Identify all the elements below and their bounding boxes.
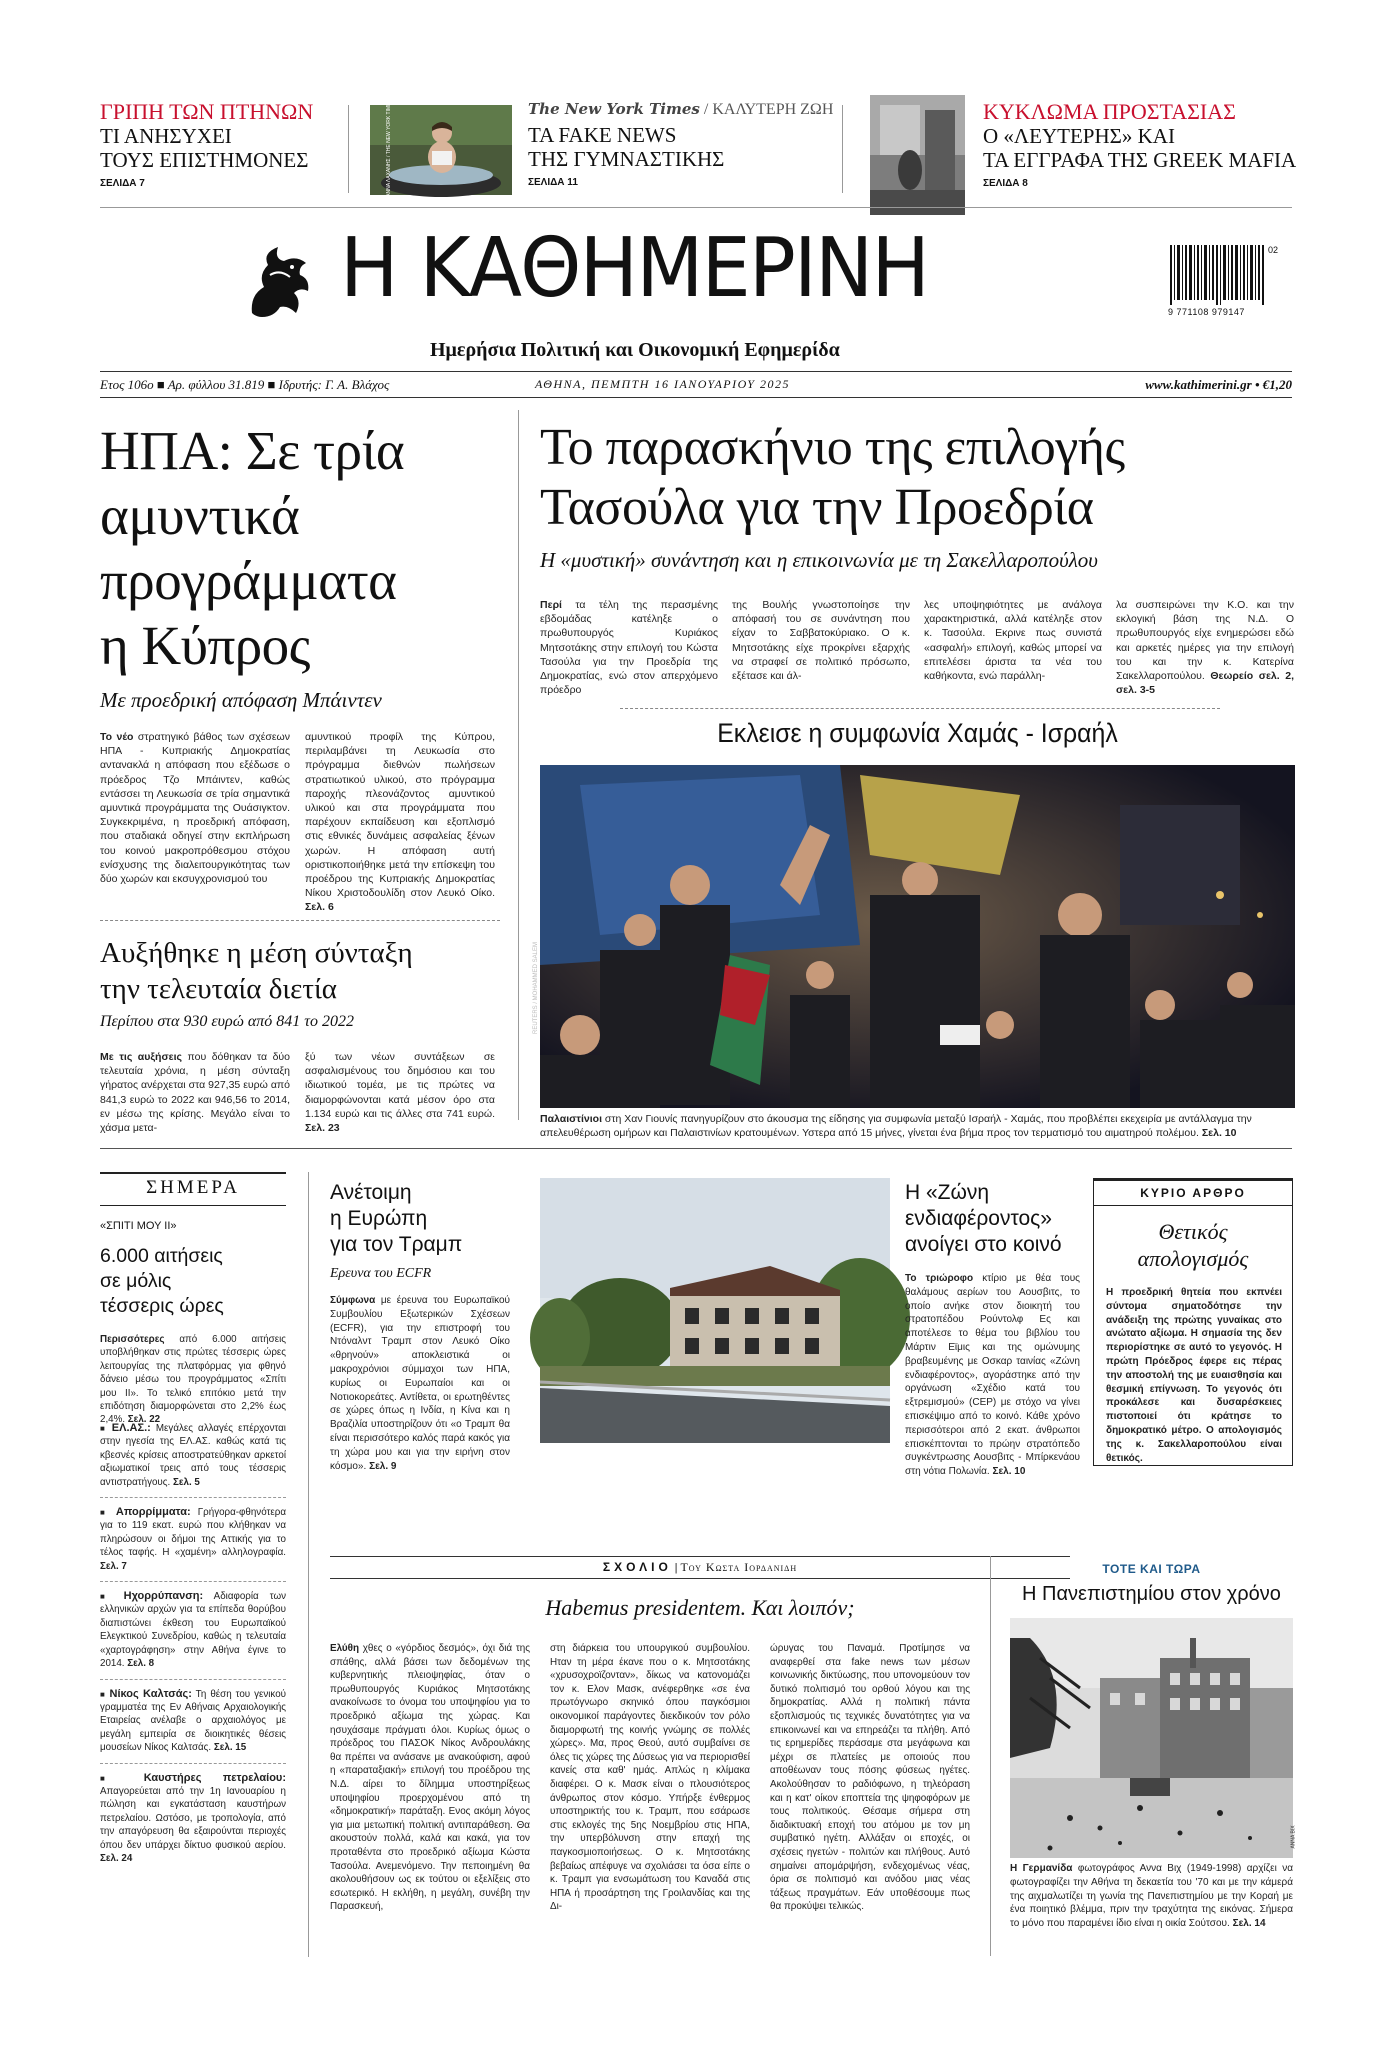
headline-line: αμυντικά [100,485,300,546]
page-ref: Σελ. 9 [369,1460,397,1472]
divider [518,410,519,1120]
divider [620,708,1220,709]
lead-right-article[interactable] [540,418,1295,573]
bullet-icon: ■ [100,1689,110,1699]
lead-left-col2 [305,730,495,915]
headline-line: απολογισμός [1137,1246,1249,1271]
body-text: στη διάρκεια του υπουργικού συμβουλίου. Ηταν τη μέρα έκανε που ο κ. Μητσοτάκης «χρυσοχροϊζονταν», δίκως να κατονομάζει τον κ. Ελον Μασκ, ανέφερθηκε «σε ένα πρωτόγνωρο σκηνικό όπου παγκόσμιοι οικονομικοί παράγοντες διεκδικούν τον ρόλο διαμορφωτή της κοινής γνώμης σε πολλές χώρες». Μα, προς Θεού, αυτό συμβαίνει σε όλες τις χώρες της Δύσεως για να περιορισθεί κανείς στα καθ' ημάς. Απλώς η κλίμακα διαφέρει. Ο κ. Μασκ είναι ο πλουσιότερος άνθρωπος στον κόσμο. Υπήρξε ένθερμος υποστηρικτής του κ. Τραμπ, που εσάρωσε στις εκλογές της 5ης Νοεμβρίου στις ΗΠΑ, την υπερβόλυνση στην επαχή της παγκοσμιοποιήσεως. Ο κ. Μητσοτάκης βεβαίως απέφυγε να σχολιάσει τα όσα είπε ο κ. Τραμπ για ενσωμάτωση του Καναδά στις ΗΠΑ ή προσάρτηση της Γροιλανδίας και της Δι- [550,1643,750,1913]
lead-word: Ελύθη [330,1643,360,1654]
body-text: από 6.000 αιτήσεις υποβλήθηκαν στις πρώτες τέσσερις ώρες λειτουργίας της πλατφόρμας για φθηνό δάνειο μέσω του προγράμματος «Σπίτι μου ΙΙ». Το τελικό επιτόκιο μετά την επιδότηση διαμορφώνεται στο 2,2% έως 2,4%. [100,1334,286,1426]
masthead-subtitle: Ημερήσια Πολιτική και Οικονομική Εφημερίδα [430,339,840,361]
comment-title: Habemus presidentem. Και λοιπόν; [545,1595,855,1620]
masthead-rule [100,371,1292,372]
cctv-illustration [870,95,965,215]
today-item[interactable] [100,1772,286,1866]
page-ref: Σελ. 7 [100,1560,127,1572]
teaser-title-line: ΤΗΣ ΓΥΜΝΑΣΤΙΚΗΣ [528,147,725,171]
today-headline [100,1244,286,1319]
page-ref: Σελ. 8 [127,1658,155,1670]
teaser-section: / ΚΑΛΥΤΕΡΗ ΖΩΗ [703,101,834,118]
lead-right-headline [540,418,1295,538]
gaza-photo[interactable] [533,765,1295,1108]
headline-line: σε μόλις [100,1270,172,1292]
pension-col1 [100,1050,290,1135]
page-ref: Σελ. 10 [992,1466,1026,1478]
teaser-bird-flu[interactable] [100,100,320,189]
teaser-kicker: ΓΡΙΠΗ ΤΩΝ ΠΤΗΝΩΝ [100,99,314,124]
lead-left-headline [100,418,500,678]
today-item-text: Αδιαφορία των ελληνικών αρχών για τα επίπεδα θορύβου διαπιστώνει έκθεση του Ευρωπαϊκού Ελεγκτικού Συνεδρίου, καθώς η τελευταία «χαρτογράφηση» στην Αθήνα έγινε το 2014. [100,1591,286,1670]
today-item-text: Απαγορεύεται από την 1η Ιανουαρίου η πώληση και εγκατάσταση καυστήρων πετρελαίου. Ωστόσο, με τροπολογία, από την απαγόρευση θα εξαιρούνται περιοχές όπου δεν υπάρχει δίκτυο φυσικού αερίου. [100,1785,286,1851]
pension-col2 [305,1050,495,1135]
headline-line: την τελευταία διετία [100,973,337,1005]
page-ref: Σελ. 24 [100,1852,133,1864]
headline-line: για τον Τραμπ [330,1233,463,1256]
headline-line: προγράμματα [100,550,397,611]
comment-author: Του Κωστα Ιορδανιδη [680,1560,798,1574]
barcode-icon [1168,245,1278,305]
bullet-icon: ■ [100,1508,116,1518]
teaser-rule [100,207,1292,208]
divider [308,1172,309,1957]
caption-text: φωτογράφος Αννα Βιχ (1949-1998) αρχίζει να φωτογραφίζει την Αθήνα τη δεκαετία του '70 και με την κάμερά της αιχμαλωτίζει τη γωνία της Πανεπιστημίου με την Κοραή με ένα ποιητικό βλέμμα, πριν την τραχύτητα της εικόνας. Σήμερα το μόνο που παραμένει ίδιο είναι η οικία Σούτσου. [1010,1863,1294,1930]
lead-left-subhead: Με προεδρική απόφαση Μπάιντεν [100,688,382,712]
then-now-headline: Η Πανεπιστημίου στον χρόνο [1022,1583,1281,1605]
today-items [100,1422,286,1877]
today-rule [100,1205,286,1206]
teaser-page: ΣΕΛΙΔΑ 8 [983,178,1028,189]
today-item-text: Τη θέση του γενικού γραμματέα της Εν Αθήναις Αρχαιολογικής Εταιρείας ανέλαβε ο αρχαιολόγος με μεγάλη εμπειρία σε διοικητικές θέσεις μουσείων Νίκος Καλτσάς. [100,1688,287,1754]
headline-line: Τασούλα για την Προεδρία [540,479,1094,536]
lead-right-col1 [540,598,718,697]
barcode [1168,245,1293,321]
body-text: αμυντικού προφίλ της Κύπρου, περιλαμβάνει τη Λευκωσία στο πρόγραμμα διεθνών πωλήσεων στρατιωτικού υλικού, στο πρόγραμμα παροχής πλεονάζοντος αμυντικού υλικού και στα προγράμματα που παρέχουν εκπαίδευση και εξοπλισμό στις εθνικές δυνάμεις ασφαλείας ξένων χωρών. Η απόφαση αυτή οριστικοποιήθηκε μετά την επίσκεψη του προέδρου της Κυπριακής Δημοκρατίας Νίκου Χριστοδουλίδη στον Λευκό Οίκο. [305,731,495,900]
today-item[interactable] [100,1506,286,1573]
teaser-page: ΣΕΛΙΔΑ 11 [528,177,578,188]
dateline-left: Ετος 106ο ■ Αρ. φύλλου 31.819 ■ Ιδρυτής: Γ. Α. Βλάχος [100,377,390,392]
today-kicker: «ΣΠΙΤΙ ΜΟΥ ΙΙ» [100,1220,177,1232]
body-text: ώρυγας του Παναμά. Προτίμησε να αναφερθεί στα fake news των μέσων κοινωνικής δικτύωσης, που υπονομεύουν τον δυτικό πολιτισμό του ορθού λόγου και της δημοκρατίας. Αλλά η πολιτική πάντα εξοπλισμούς τις τεχνικές δυνατότητες για να επικοινωνεί και να επηρεάζει τα πλήθη. Από τις ερημερίδες περάσαμε στα μεγάφωνα και μέχρι σε πλατείες με οποιούς που αποθέωναν τους πόσης φύσεως ηγέτες. Ακολούθησαν το ραδιόφωνο, η τηλεόραση και η κατ' οίκον εποπτεία της ψηφοφόρων με τους πολιτικούς. Θέσαμε σήμερα στη διαδικτυακή εποχή του ατόμου με τον μη συμβατικό ηγέτη. Αλλάξαν οι εποχές, οι σχέσεις ηγετών - πολιτών και πλήθους. Αυτό σημαίνει απομάρψήση, ενδεχομένως νέας, όρια σε πολιτισμό και ανόδου μιας νέας τάξεως πραγμάτων. Εάν υποθέσουμε πως θα προκύψει τελικώς. [770,1643,970,1913]
headline-line: Ανέτοιμη [330,1181,412,1204]
today-item-head: Ηχορρύπανση: [123,1590,204,1603]
dateline-right: www.kathimerini.gr • €1,20 [1145,377,1292,392]
headline-line: η Κύπρος [100,615,310,676]
lead-right-col4 [1116,598,1294,697]
body-text: ξύ των νέων συντάξεων σε ασφαλισμένους του δημόσιου και του ιδιωτικού τομέα, με τις πρώτες να διαμορφώνονται κατά μέσον όρο στα 1.134 ευρώ και τις άλλες στα 741 ευρώ. [305,1051,495,1120]
zone-body [905,1272,1080,1479]
today-item[interactable] [100,1688,286,1755]
zone-headline [905,1180,1080,1258]
comment-col3 [770,1642,970,1914]
divider [100,1497,286,1498]
divider [990,1556,991,1956]
today-item-head: Νίκος Καλτσάς: [109,1687,192,1700]
body-text: στρατηγικό βάθος των σχέσεων ΗΠΑ - Κυπριακής Δημοκρατίας αντανακλά η απόφαση που εξέδωσε ο πρόεδρος Τζο Μπάιντεν, καθώς εντάσσει τη Λευκωσία σε τρία σημαντικά αμυντικά προγράμματα της Ουάσιγκτον. Συγκεκριμένα, η προεδρική απόφαση, που σταδιακά οδηγεί στην εκπλήρωση του κοινού μακροπρόθεσμου στόχου ενίσχυσης της διαλειτουργικότητας των δύο χωρών και εκσυγχρονισμού του [100,731,290,886]
body-text: που δόθηκαν τα δύο τελευταία χρόνια, η μέση σύνταξη γήρατος ανέρχεται στα 927,35 ευρώ από 841,3 ευρώ το 2022 και 946,56 το 2014, εν μέσω της κρίσης. Μεγάλο είναι το χάσμα μετα- [100,1051,291,1135]
divider [100,1763,286,1764]
teaser-title-line: ΤΑ FAKE NEWS [528,123,677,147]
headline-line: Αυξήθηκε η μέση σύνταξη [100,937,413,969]
gaza-celebration-illustration [540,765,1295,1108]
comment-sep: | [674,1560,678,1574]
divider [100,1581,286,1582]
teaser-kicker: ΚΥΚΛΩΜΑ ΠΡΟΣΤΑΣΙΑΣ [983,99,1236,124]
page-ref: Σελ. 10 [1201,1127,1237,1139]
bullet-icon: ■ [100,1424,112,1433]
photo-credit: ΑΝΝΑ ΒΙΧ [1290,1825,1297,1849]
pension-headline [100,935,500,1007]
barcode-number: 9 771108 979147 [1168,307,1245,317]
teaser-photo-ice-bath[interactable] [370,99,512,197]
lead-right-col3 [924,598,1102,683]
section-rule [330,1578,1070,1579]
masthead-title: Η ΚΑΘΗΜΕΡΙΝΗ [340,221,929,316]
teaser-title-line: Ο «ΛΕΥΤΕΡΗΣ» ΚΑΙ [983,124,1175,148]
athens-street-illustration [1010,1618,1293,1858]
bullet-icon: ■ [100,1592,124,1602]
headline-line: Θετικός [1158,1219,1228,1244]
lead-word: Το νέο [100,731,134,743]
teaser-greek-mafia[interactable] [983,100,1303,189]
body-text: κτίριο με θέα τους θαλάμους αερίων του Αουσβιτς, το οποίο ανήκε στον διοικητή του στρατοπέδου Ρούντολφ Ες και αποτέλεσε το θέμα του βιβλίου του Μάρτιν Εϊμις και της ομώνυμης βραβευμένης με Οσκαρ ταινίας «Ζώνη ενδιαφέροντος», αγοράστηκε από την οργάνωση «Σχέδιο κατά του εξτρεμισμού» (CEP) με στόχο να γίνει επισκέψιμο από το κοινό. Κάθε χρόνο περισσότεροι από 2 εκατ. άνθρωποι επισκέπτονται το πρώην στρατόπεδο συγκέντρωσης Αουσβιτς - Μπίρκενάου στη νότια Πολωνία. [905,1273,1080,1478]
teaser-page: ΣΕΛΙΔΑ 7 [100,178,145,189]
photo-credit: REUTERS / MOHAMMED SALEM [533,941,540,1035]
today-item-head: ΕΛ.ΑΣ.: [111,1422,151,1434]
body-text: της Βουλής γνωστοποίησε την απόφασή του σε συνάντηση που είχαν το Σαββατοκύριακο. Ο κ. Μητσοτάκης είχε προκρίνει εξαρχής να στραφεί σε πολιτικό πρόσωπο, εξέτασε και άλ- [732,599,910,683]
dateline-rule [100,397,1292,398]
lead-word: Παλαιστίνιοι [540,1113,602,1125]
divider [100,920,500,921]
divider [348,105,349,193]
lead-left-article[interactable] [100,418,500,713]
today-rule-top [100,1172,286,1174]
trump-article[interactable] [330,1180,510,1473]
lead-word: Με τις αυξήσεις [100,1051,182,1063]
page-ref: Θεωρείο σελ. 2, σελ. 3-5 [1116,670,1294,697]
dateline [100,375,1292,395]
lead-word: Το τριώροφο [905,1273,974,1284]
trump-headline [330,1180,510,1258]
page-ref: Σελ. 5 [172,1476,200,1488]
lead-word: Η Γερμανίδα [1010,1863,1073,1874]
section-rule [100,1148,1292,1149]
pension-subhead: Περίπου στα 930 ευρώ από 841 το 2022 [100,1013,354,1030]
lead-word: Περισσότερες [100,1334,165,1345]
gaza-headline: Εκλεισε η συμφωνία Χαμάς - Ισραήλ [717,718,1118,748]
today-item-head: Καυστήρες πετρελαίου: [143,1771,286,1784]
lead-word: Σύμφωνα [330,1295,376,1306]
page-ref: Σελ. 6 [305,901,334,914]
today-label: ΣΗΜΕΡΑ [146,1177,240,1198]
comment-header [330,1560,1070,1575]
headline-line: ΗΠΑ: Σε τρία [100,420,405,481]
headline-line: η Ευρώπη [330,1207,428,1230]
headline-line: ανοίγει στο κοινό [905,1233,1062,1256]
house-illustration [540,1178,890,1443]
then-now-label: ΤΟΤΕ ΚΑΙ ΤΩΡΑ [1102,1562,1201,1576]
gaza-caption [540,1112,1295,1140]
barcode-issue: 02 [1268,245,1279,255]
page-ref: Σελ. 23 [305,1122,340,1135]
teaser-fitness[interactable] [528,100,858,188]
headline-line: 6.000 αιτήσεις [100,1245,223,1267]
editorial-body: Η προεδρική θητεία που εκπνέει σύντομα σηματοδότησε την ανάδειξη της πρώτης γυναίκας στο ανώτατο αξίωμα. Η σημασία της δεν περιορίστηκε σε αυτό το γεγονός. Η πρώτη Πρόεδρος έφερε εις πέρας την αποστολή της με ευαισθησία και θεσμική επίγνωση. Το γεγονός ότι προκάλεσε και δυσαρέσκειες πιστοποιεί ότι κράτησε το δημοκρατικό μέτρο. Ο απολογισμός της κ. Σακελλαροπούλου είναι θετικός. [1106,1287,1282,1464]
today-column [100,1172,286,1427]
lead-right-col2 [732,598,910,683]
nyt-section-line [528,100,858,119]
page-ref: Σελ. 22 [127,1414,161,1426]
comment-label: ΣΧΟΛΙΟ [602,1560,672,1574]
editorial-label: ΚΥΡΙΟ ΑΡΘΡΟ [1094,1181,1292,1206]
section-rule [330,1556,1070,1557]
teaser-photo-cctv[interactable] [870,95,965,215]
today-item-text: Γρήγορα-φθηνότερα για το 119 εκατ. ευρώ που κλήθηκαν να πληρώσουν οι δήμοι της Αττικής για το τέλος ταφής. Η «χαμένη» αλληλογραφία. [100,1507,286,1559]
lead-right-subhead: Η «μυστική» συνάντηση και η επικοινωνία με τη Σακελλαροπούλου [540,548,1098,572]
divider [100,1679,286,1680]
griffin-logo-icon [240,235,320,325]
photo-credit: ΑΝΝΑ ΛΑΧΑΝΗΣ / THE NEW YORK TIMES [385,99,392,197]
comment-col2 [550,1642,750,1914]
nyt-logo: The New York Times [528,100,700,118]
masthead [240,221,1120,335]
trump-subhead: Ερευνα του ECFR [330,1266,432,1281]
page-ref: Σελ. 14 [1232,1918,1266,1930]
lead-word: Περί [540,599,562,611]
today-item-text: Μεγάλες αλλαγές επέρχονται στην ηγεσία της ΕΛ.ΑΣ. καθώς κατά τις κβεσνές κρίσεις αποστρατεύθηκαν αρκετοί αξιωματικοί τρεις από τους τέσσερις αντιστρατήγους. [100,1423,286,1488]
house-photo[interactable] [540,1178,890,1443]
divider [842,105,843,193]
bullet-icon: ■ [100,1773,144,1783]
headline-line: ενδιαφέροντος» [905,1207,1052,1230]
today-intro [100,1333,286,1427]
trump-body [330,1294,510,1473]
page-ref: Σελ. 15 [213,1742,247,1754]
today-item[interactable] [100,1590,286,1670]
pension-article[interactable] [100,935,500,1031]
today-item[interactable] [100,1422,286,1489]
dateline-center: ΑΘΗΝΑ, ΠΕΜΠΤΗ 16 ΙΑΝΟΥΑΡΙΟΥ 2025 [535,377,790,391]
editorial-headline [1094,1218,1292,1272]
body-text: τα τέλη της περασμένης εβδομάδας κατέληξε ο πρωθυπουργός Κυριάκος Μητσοτάκης στην επιλογή του Κώστα Τασούλα για την Προεδρία της Δημοκρατίας, ενώ στον απερχόμενο πρόεδρο [540,599,718,697]
headline-line: Η «Ζώνη [905,1181,990,1204]
body-text: λα συσπειρώνει την Κ.Ο. και την εκλογική βάση της Ν.Δ. Ο πρωθυπουργός είχε ενημερώσει εδώ και αρκετές ημέρες για την επιλογή του και την κ. Κατερίνα Σακελλαροπούλου. [1116,599,1294,683]
caption-text: στη Χαν Γιουνίς πανηγυρίζουν στο άκουσμα της είδησης για συμφωνία μεταξύ Ισραήλ - Χαμάς, που προβλέπει εκεχειρία με αντάλλαγμα την απελευθέρωση ομήρων και Παλαιστινίων κρατουμένων. Υστερα από 15 μήνες, γίνεται ένα βήμα προς τον τερματισμό του αιματηρού πολέμου. [540,1113,1252,1139]
teaser-title-line: ΤΑ ΕΓΓΡΑΦΑ ΤΗΣ GREEK MAFIA [983,148,1297,172]
then-now-caption [1010,1862,1293,1931]
body-text: με έρευνα του Ευρωπαϊκού Συμβουλίου Εξωτερικών Σχέσεων (ECFR), για την επιστροφή του Ντόναλντ Τραμπ στον Λευκό Οίκο «θρηνούν» αποκλειστικά οι μακροχρόνιοι σύμμαχοι των ΗΠΑ, κυρίως οι Ευρωπαίοι και οι Νοτιοκορεάτες. Αντίθετα, οι ερωτηθέντες σε χώρες όπως η Ινδία, η Κίνα και η Βραζιλία υποστηρίζουν ότι «ο Τραμπ θα είναι περισσότερο καλός παρά κακός για τη χώρα μου και για την ειρήνη στον κόσμο». [330,1295,510,1472]
today-item-head: Απορρίμματα: [115,1506,191,1519]
headline-line: Το παρασκήνιο της επιλογής [540,419,1125,476]
lead-left-col1 [100,730,290,886]
zone-article[interactable] [905,1180,1080,1479]
comment-col1 [330,1642,530,1914]
headline-line: τέσσερις ώρες [100,1295,224,1317]
teaser-title-line: ΤΙ ΑΝΗΣΥΧΕΙ [100,124,232,148]
editorial-box[interactable] [1093,1178,1293,1466]
body-text: χθες ο «γόρδιος δεσμός», όχι διά της σπάθης, αλλά βάσει των δεδομένων της κυβερνητικής πλειοψηφίας, όταν ο πρωθυπουργός Κυριάκος Μητσοτάκης ανακοίνωσε το όνομα του υποψηφίου για το προεδρικό αξίωμα της χώρας. Και ησυχάσαμε πράγματι όλοι. Κυρίως όμως ο πρόεδρος του ΠΑΣΟΚ Νίκος Ανδρουλάκης θα πρέπει να ανάσανε με ανακούφιση, αφού η «παραταξιακή» επιλογή του προέδρου της Ν.Δ. αίρει το δίλημμα υποστηρίξεως υποψηφίου προερχομένου από τη «δημοκρατική» παράταξη. Ενος ακόμη λόγος για μια μετωπική πολιτική αντιπαράθεση. Θα ακουστούν πολλά, καλά και κακά, για τον προταθέντα στο προεδρικό αξίωμα Κώστα Τασούλα. Ανεμενόμενο. Την πεποιημένη θα ακολουθήσουν ως εκ τούτου οι εξελίξεις στο εσωτερικό. Η εκλήθη, η μεγάλη, συνέβη την Παρασκευή, [330,1643,530,1913]
body-text: λες υποψηφιότητες με ανάλογα χαρακτηριστικά, αλλά κατέληξε στον κ. Τασούλα. Εκρινε πως συνιστά «ασφαλή» επιλογή, καθώς μπορεί να επιτελέσει άριστα τα νέα του καθήκοντα, ενώ παράλλη- [924,599,1102,683]
teaser-title-line: ΤΟΥΣ ΕΠΙΣΤΗΜΟΝΕΣ [100,148,309,172]
then-now-photo[interactable] [1010,1618,1297,1858]
